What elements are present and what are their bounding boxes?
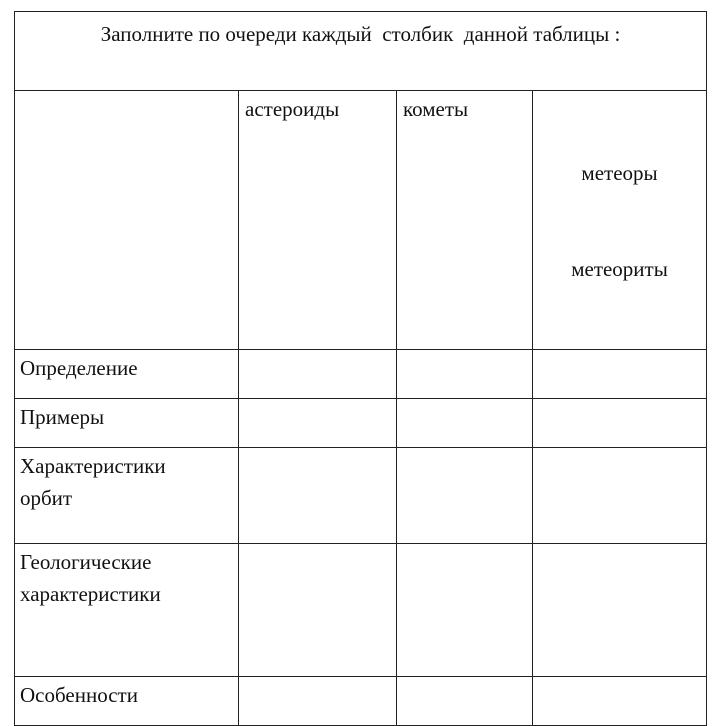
row-label-line: орбит: [20, 486, 73, 510]
answer-cell-examples-meteors[interactable]: [533, 399, 707, 448]
row-label-line: Геологические: [20, 550, 152, 574]
header-meteors-line-1: метеоры: [581, 161, 658, 185]
row-label-line: Примеры: [20, 405, 105, 429]
table-row-orbit-characteristics: [15, 448, 707, 544]
answer-cell-geology-meteors[interactable]: [533, 544, 707, 677]
answer-cell-orbits-comets[interactable]: [397, 448, 533, 544]
answer-cell-examples-comets[interactable]: [397, 399, 533, 448]
row-label-line: Определение: [20, 356, 138, 380]
row-label-features: [15, 677, 239, 726]
answer-cell-definition-meteors[interactable]: [533, 350, 707, 399]
row-label-examples: [15, 399, 239, 448]
answer-cell-features-comets[interactable]: [397, 677, 533, 726]
table-row-features: [15, 677, 707, 726]
row-label-geological-characteristics: [15, 544, 239, 677]
row-label-definition: [15, 350, 239, 399]
table-row-examples: [15, 399, 707, 448]
answer-cell-orbits-meteors[interactable]: [533, 448, 707, 544]
answer-cell-definition-comets[interactable]: [397, 350, 533, 399]
answer-cell-orbits-asteroids[interactable]: [239, 448, 397, 544]
task-title: Заполните по очереди каждый столбик данной таблицы :: [100, 22, 621, 46]
header-row: [15, 91, 707, 350]
worksheet: [14, 11, 706, 707]
title-cell: [15, 12, 707, 91]
table-row-geological-characteristics: [15, 544, 707, 677]
table-row-definition: [15, 350, 707, 399]
answer-cell-geology-comets[interactable]: [397, 544, 533, 677]
row-label-line: Особенности: [20, 683, 138, 707]
header-corner-cell[interactable]: [15, 91, 239, 350]
row-label-line: характеристики: [20, 582, 161, 606]
row-label-orbit-characteristics: [15, 448, 239, 544]
header-meteors: [533, 91, 707, 350]
answer-cell-features-meteors[interactable]: [533, 677, 707, 726]
answer-cell-examples-asteroids[interactable]: [239, 399, 397, 448]
title-row: [15, 12, 707, 91]
header-meteors-line-2: метеориты: [571, 257, 668, 281]
comparison-table: [14, 11, 707, 726]
header-comets: кометы: [397, 91, 533, 350]
answer-cell-geology-asteroids[interactable]: [239, 544, 397, 677]
answer-cell-definition-asteroids[interactable]: [239, 350, 397, 399]
row-label-line: Характеристики: [20, 454, 166, 478]
header-asteroids: астероиды: [239, 91, 397, 350]
answer-cell-features-asteroids[interactable]: [239, 677, 397, 726]
